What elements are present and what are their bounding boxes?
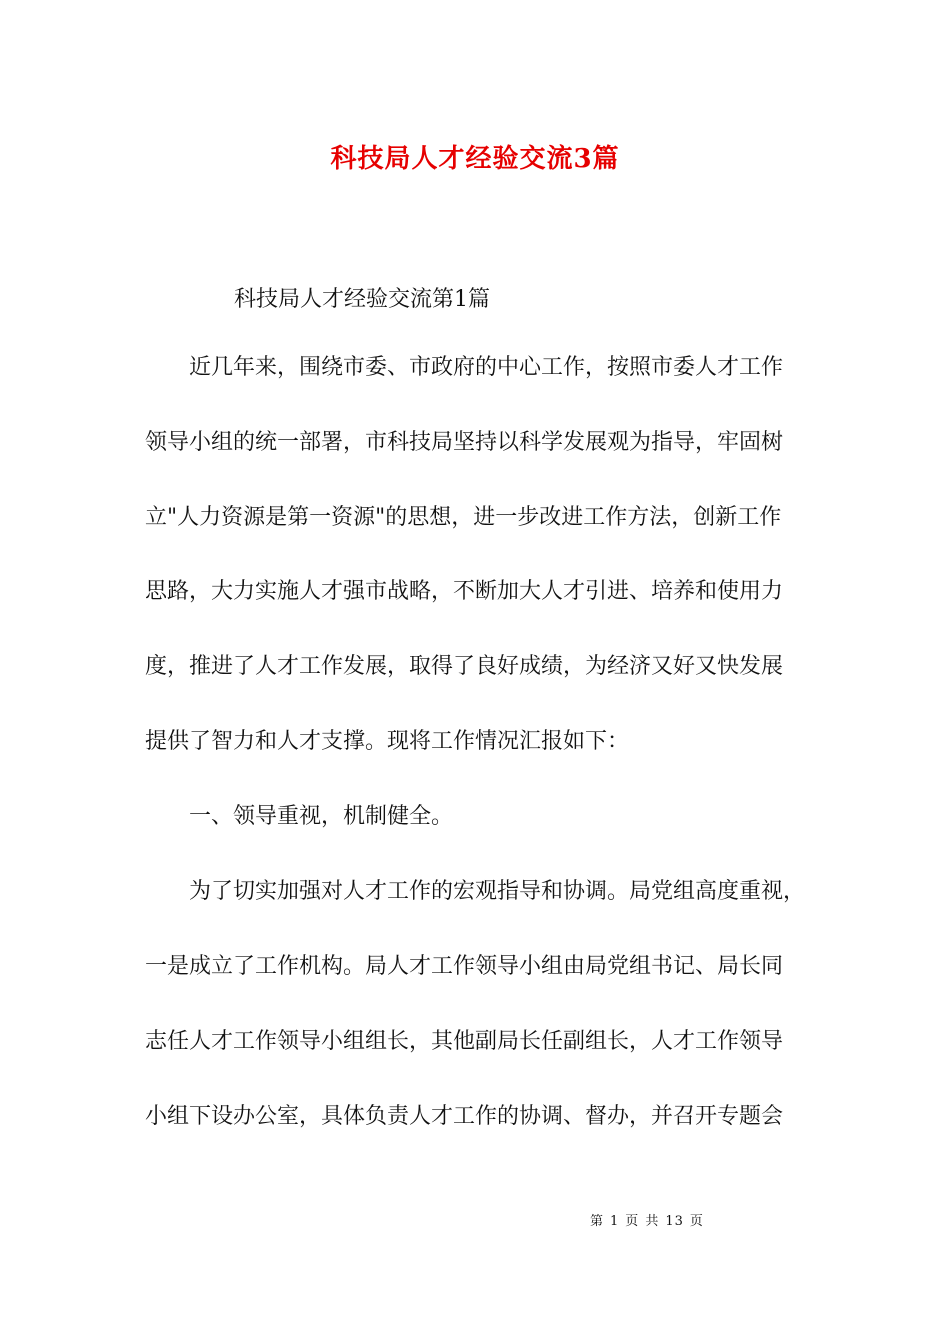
footer-current-page: 1 bbox=[610, 1214, 620, 1229]
document-title: 科技局人才经验交流3篇 bbox=[330, 144, 620, 174]
footer-suffix: 页 bbox=[689, 1214, 704, 1229]
body-line: 为了切实加强对人才工作的宏观指导和协调。局党组高度重视， bbox=[145, 879, 806, 904]
body-line: 一是成立了工作机构。局人才工作领导小组由局党组书记、局长同 bbox=[145, 954, 784, 979]
footer-total-word: 共 bbox=[645, 1214, 660, 1229]
page-footer bbox=[590, 1210, 710, 1229]
body-line: 度，推进了人才工作发展，取得了良好成绩，为经济又好又快发展 bbox=[145, 654, 784, 679]
body-line: 志任人才工作领导小组组长，其他副局长任副组长，人才工作领导 bbox=[145, 1029, 784, 1054]
footer-total-pages: 13 bbox=[665, 1214, 684, 1229]
section-subtitle: 科技局人才经验交流第1篇 bbox=[234, 287, 490, 312]
body-line: 立"人力资源是第一资源"的思想，进一步改进工作方法，创新工作 bbox=[145, 505, 782, 530]
footer-prefix: 第 bbox=[590, 1214, 605, 1229]
body-line: 提供了智力和人才支撑。现将工作情况汇报如下： bbox=[145, 729, 630, 754]
footer-page-word: 页 bbox=[625, 1214, 640, 1229]
body-line: 领导小组的统一部署，市科技局坚持以科学发展观为指导，牢固树 bbox=[145, 430, 784, 455]
body-line: 思路，大力实施人才强市战略，不断加大人才引进、培养和使用力 bbox=[145, 579, 784, 604]
section-heading: 一、领导重视，机制健全。 bbox=[145, 804, 454, 829]
body-line: 近几年来，围绕市委、市政府的中心工作，按照市委人才工作 bbox=[145, 355, 784, 380]
body-line: 小组下设办公室，具体负责人才工作的协调、督办，并召开专题会 bbox=[145, 1104, 784, 1129]
